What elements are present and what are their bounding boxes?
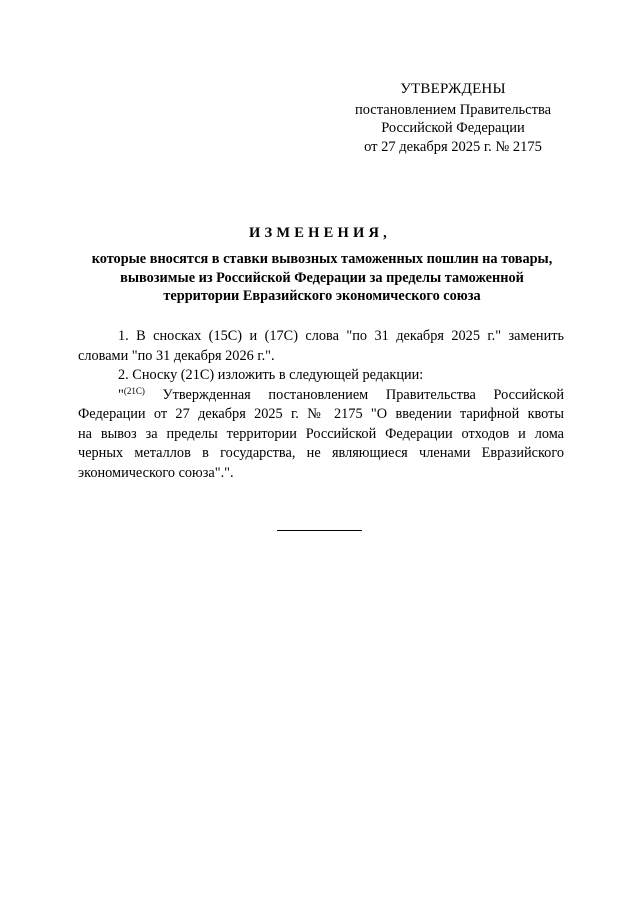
quote-line-5: экономического союза".". — [78, 464, 234, 481]
closing-rule — [277, 530, 362, 531]
approval-line-1: постановлением Правительства — [354, 101, 552, 118]
subtitle-line-1: которые вносятся в ставки вывозных таможенных пошлин на товары, — [91, 251, 553, 267]
footnote-mark: (21С) — [123, 385, 145, 396]
approval-line-3: от 27 декабря 2025 г. № 2175 — [364, 138, 542, 155]
quote-line-2: Федерации от 27 декабря 2025 г. № 2175 "О введении тарифной квоты — [78, 406, 564, 422]
quote-line-1-text: Утвержденная постановлением Правительства Российской — [144, 386, 564, 403]
approval-line-2: Российской Федерации — [381, 120, 525, 136]
document-title: ИЗМЕНЕНИЯ, — [249, 225, 391, 241]
document-subtitle — [78, 250, 566, 306]
quote-line-3: на вывоз за пределы территории Российской Федерации отходов и лома — [78, 425, 564, 442]
item-2-line-1: 2. Сноску (21С) изложить в следующей редакции: — [118, 367, 424, 383]
quote-line-4: черных металлов в государства, не являющиеся членами Евразийского — [78, 445, 564, 461]
item-1-line-2: словами "по 31 декабря 2026 г.". — [78, 347, 275, 364]
item-1-line-1: 1. В сносках (15С) и (17С) слова "по 31 декабря 2025 г." заменить — [118, 328, 564, 344]
approval-heading: УТВЕРЖДЕНЫ — [400, 81, 506, 97]
subtitle-line-3: территории Евразийского экономического союза — [163, 288, 481, 305]
quote-open-mark: " — [118, 386, 124, 403]
subtitle-line-2: вывозимые из Российской Федерации за пределы таможенной — [120, 269, 524, 286]
quote-line-1 — [78, 386, 564, 406]
document-body — [78, 327, 564, 483]
approval-block — [350, 80, 556, 156]
